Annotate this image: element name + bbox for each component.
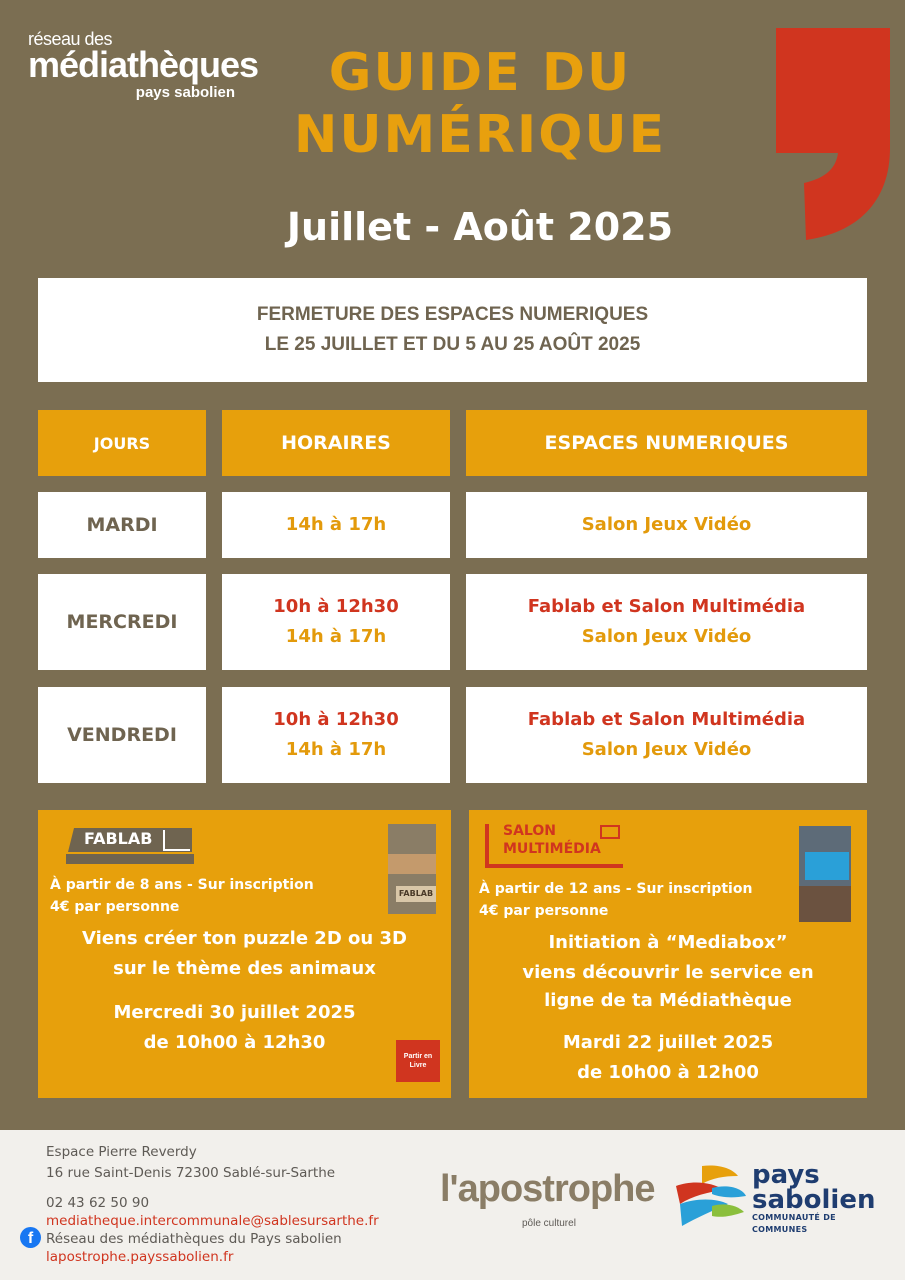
lapostrophe-subtitle: pôle culturel xyxy=(522,1218,576,1229)
hours-line: 14h à 17h xyxy=(285,739,387,760)
pays-sabolien-text xyxy=(752,1162,887,1236)
lapostrophe-word: l'apostrophe xyxy=(440,1168,655,1210)
multimedia-badge-label xyxy=(503,822,601,858)
space-line: Fablab et Salon Multimédia xyxy=(527,709,806,730)
lapostrophe-logo xyxy=(440,1168,655,1238)
communaute-label: COMMUNAUTÉ DE COMMUNES xyxy=(752,1213,836,1234)
contact-info xyxy=(46,1194,379,1266)
row-vendredi-hours xyxy=(222,687,450,783)
phone: 02 43 62 50 90 xyxy=(46,1195,150,1211)
footer xyxy=(0,1130,905,1280)
fablab-photo-label: FABLAB xyxy=(396,886,436,902)
logo-line3: pays sabolien xyxy=(135,84,235,101)
notice-line1: FERMETURE DES ESPACES NUMERIQUES xyxy=(256,304,649,325)
multimedia-badge-line1: SALON xyxy=(503,823,556,839)
period-subtitle: Juillet - Août 2025 xyxy=(286,205,674,249)
page-title xyxy=(270,42,690,166)
fablab-date: Mercredi 30 juillet 2025 xyxy=(113,1002,356,1023)
row-mardi-spaces xyxy=(466,492,867,558)
row-mardi-day: MARDI xyxy=(38,492,206,558)
fablab-badge-label: FABLAB xyxy=(84,829,153,848)
pays-word: pays xyxy=(752,1160,820,1190)
row-vendredi-day: VENDREDI xyxy=(38,687,206,783)
header-horaires: HORAIRES xyxy=(222,410,450,476)
address-street: 16 rue Saint-Denis 72300 Sablé-sur-Sarthe xyxy=(46,1165,336,1181)
space-line: Salon Jeux Vidéo xyxy=(581,514,752,535)
header-jours: JOURS xyxy=(38,410,206,476)
fablab-info2: 4€ par personne xyxy=(50,899,180,915)
row-mercredi-hours xyxy=(222,574,450,670)
pays-sabolien-icon xyxy=(672,1164,748,1228)
row-mercredi-day: MERCREDI xyxy=(38,574,206,670)
hours-line: 10h à 12h30 xyxy=(273,709,399,730)
fablab-time: de 10h00 à 12h30 xyxy=(143,1032,326,1053)
fablab-info1: À partir de 8 ans - Sur inscription xyxy=(50,877,314,893)
sabolien-word: sabolien xyxy=(752,1185,876,1215)
notice-line2: LE 25 JUILLET ET DU 5 AU 25 AOÛT 2025 xyxy=(264,334,641,355)
fablab-photo xyxy=(388,824,436,914)
partir-en-livre-logo: Partir en Livre xyxy=(396,1040,440,1082)
pays-sabolien-logo xyxy=(672,1162,887,1232)
title-line2: NUMÉRIQUE xyxy=(293,105,667,165)
space-line: Salon Jeux Vidéo xyxy=(581,626,752,647)
hours-line: 14h à 17h xyxy=(285,626,387,647)
multimedia-time: de 10h00 à 12h00 xyxy=(577,1062,759,1083)
title-line1: GUIDE DU xyxy=(328,43,632,103)
multimedia-badge-line2: MULTIMÉDIA xyxy=(503,841,601,857)
facebook-icon[interactable]: f xyxy=(20,1227,41,1248)
multimedia-desc3: ligne de ta Médiathèque xyxy=(544,990,792,1011)
multimedia-desc2: viens découvrir le service en xyxy=(522,962,814,983)
closure-notice xyxy=(38,278,867,382)
space-line: Fablab et Salon Multimédia xyxy=(527,596,806,617)
address xyxy=(46,1142,335,1184)
address-place: Espace Pierre Reverdy xyxy=(46,1144,197,1160)
facebook-link[interactable]: Réseau des médiathèques du Pays sabolien xyxy=(46,1231,342,1247)
apostrophe-icon xyxy=(776,28,890,240)
reseau-mediatheques-logo xyxy=(28,29,259,101)
space-line: Salon Jeux Vidéo xyxy=(581,739,752,760)
website-link[interactable]: lapostrophe.payssabolien.fr xyxy=(46,1249,234,1265)
multimedia-info2: 4€ par personne xyxy=(479,903,609,919)
logo-line1: réseau des xyxy=(28,29,113,49)
fablab-desc2: sur le thème des animaux xyxy=(113,958,376,979)
row-vendredi-spaces xyxy=(466,687,867,783)
hours-line: 10h à 12h30 xyxy=(273,596,399,617)
multimedia-info1: À partir de 12 ans - Sur inscription xyxy=(479,881,753,897)
header-espaces: ESPACES NUMERIQUES xyxy=(466,410,867,476)
fablab-panel xyxy=(38,810,451,1098)
email-link[interactable]: mediatheque.intercommunale@sablesursarthe.fr xyxy=(46,1213,379,1229)
fablab-desc1: Viens créer ton puzzle 2D ou 3D xyxy=(82,928,407,949)
multimedia-desc1: Initiation à “Mediabox” xyxy=(548,932,788,953)
hours-line: 14h à 17h xyxy=(285,514,387,535)
multimedia-panel xyxy=(469,810,867,1098)
row-mardi-hours xyxy=(222,492,450,558)
row-mercredi-spaces xyxy=(466,574,867,670)
multimedia-date: Mardi 22 juillet 2025 xyxy=(562,1032,774,1053)
logo-line2: médiathèques xyxy=(28,44,259,85)
multimedia-photo xyxy=(799,826,851,922)
